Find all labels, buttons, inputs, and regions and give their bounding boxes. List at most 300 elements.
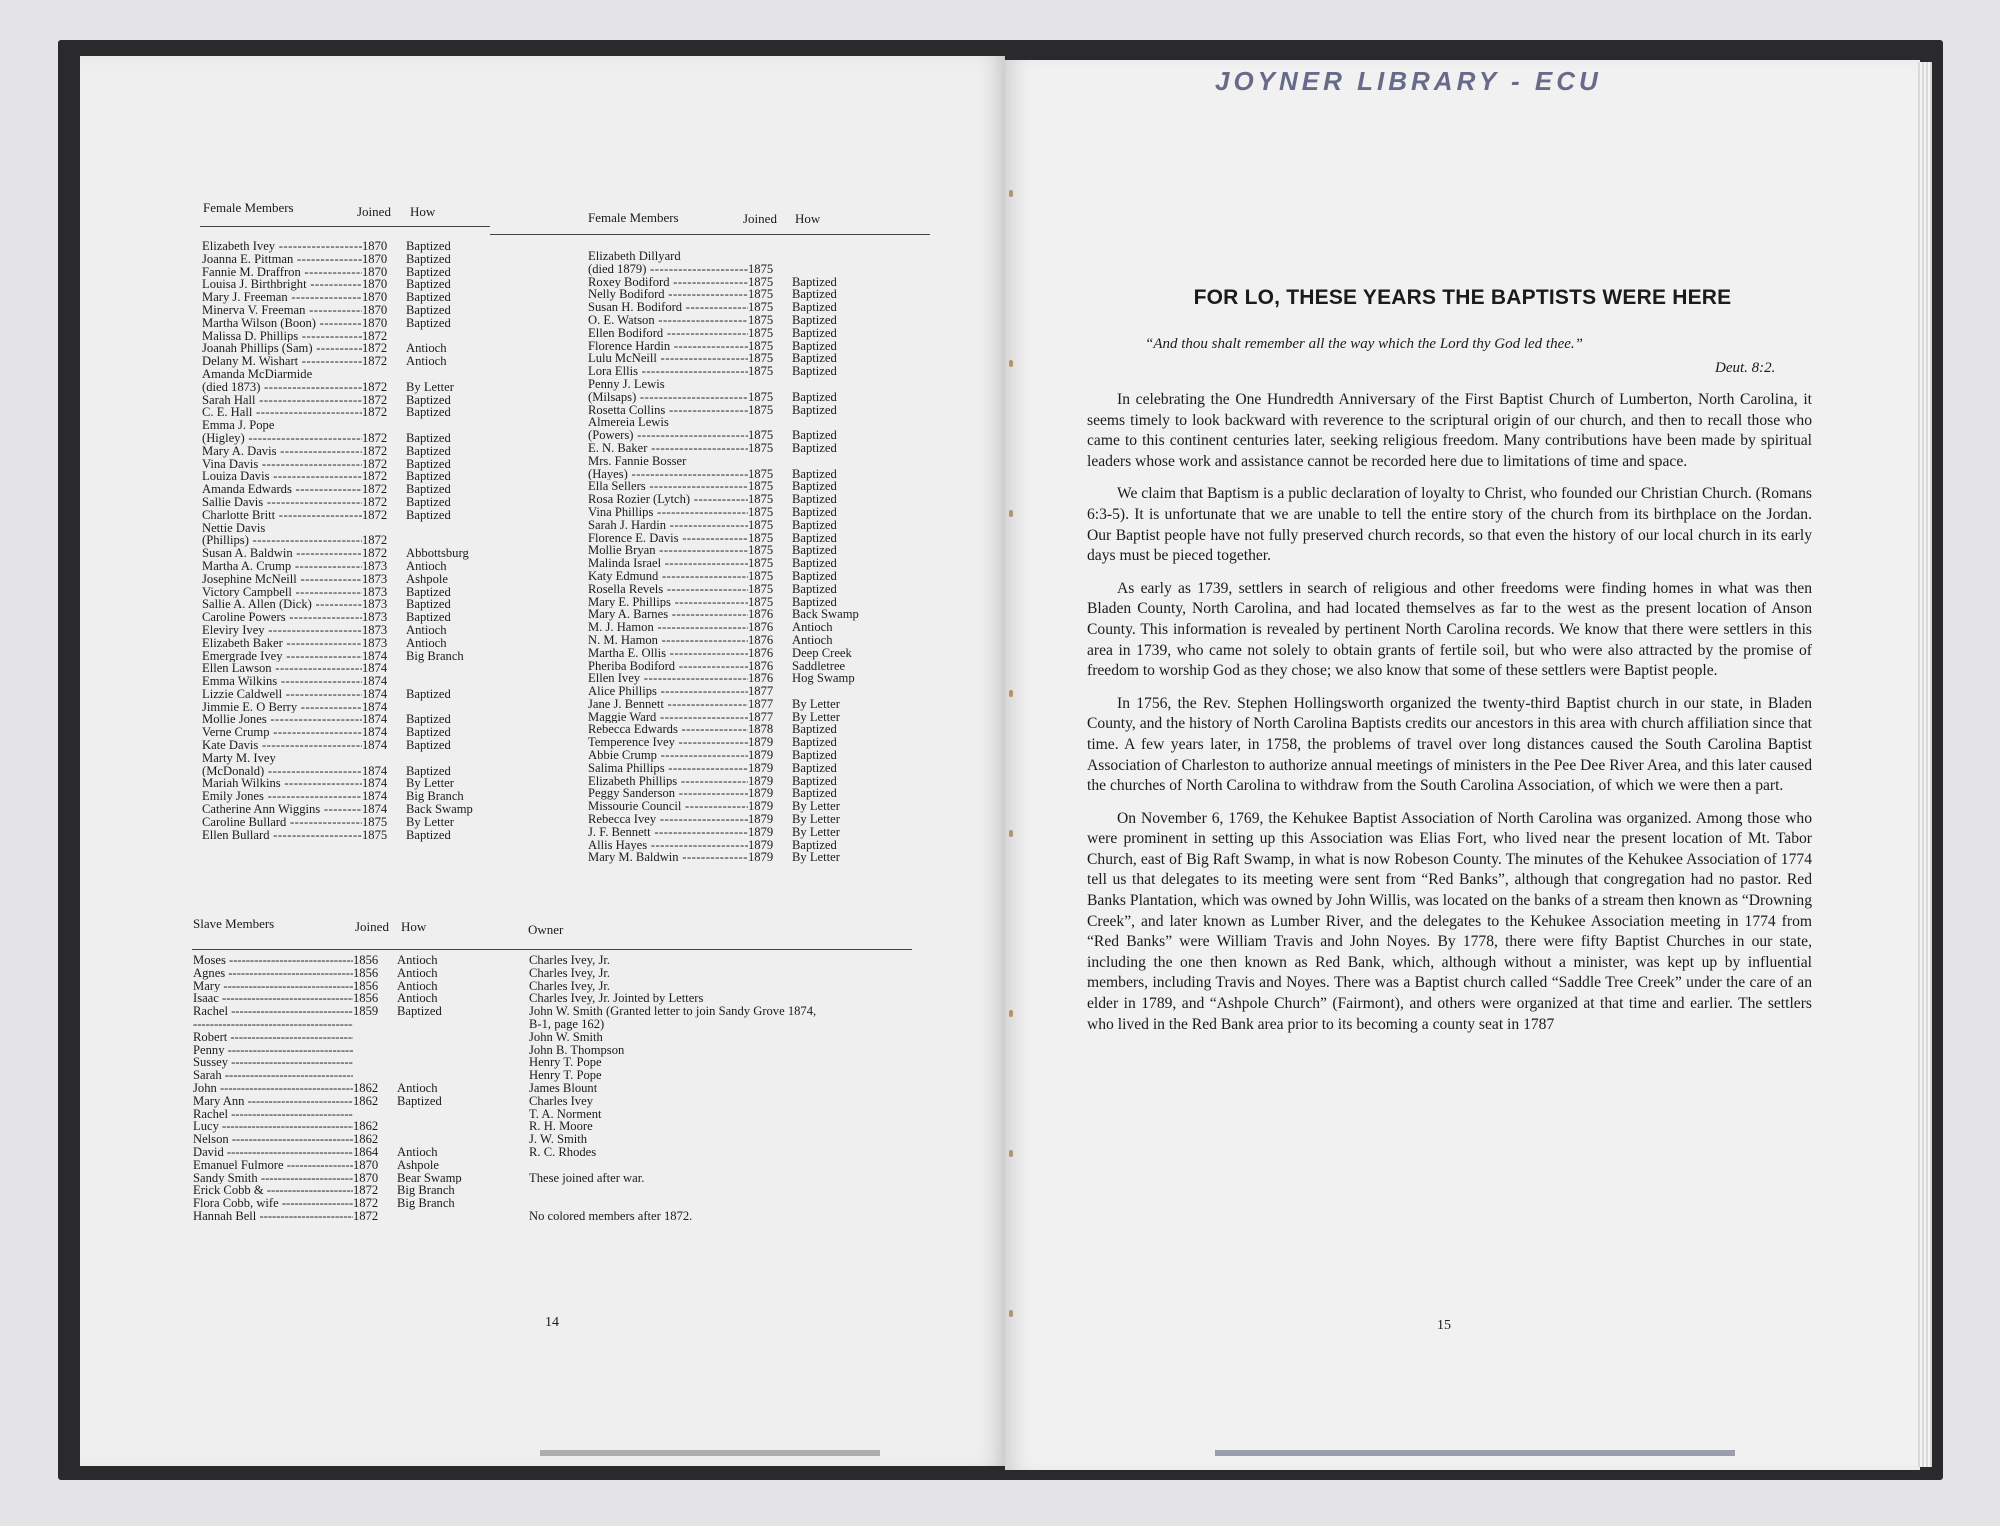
- member-row: [202, 432, 526, 445]
- paragraph: In 1756, the Rev. Stephen Hollingsworth organized the twenty-third Baptist church in our state, in Bladen County, and the history of North Carolina Baptists credits our ancestors in this area with church affiliation since that time. A few years later, in 1758, the problems of travel over long distances caused the South Carolina Baptist Association of Charleston to authorize annual meetings of ministers in the Pee Dee River Area, and this later caused the churches of North Carolina to withdraw from the South Carolina Association, of which we were then a part.: [1087, 694, 1812, 795]
- member-row: [202, 317, 526, 330]
- cell-how: Baptized: [397, 1094, 442, 1108]
- cell-how: [397, 1069, 529, 1082]
- cell-name: Amanda McDiarmide: [202, 367, 313, 381]
- cell-name: Jane J. Bennett -----: [588, 698, 748, 711]
- member-row: [588, 762, 912, 775]
- member-row: [202, 829, 526, 842]
- cell-year: 1862: [353, 1080, 379, 1095]
- cell-year: 1879: [748, 760, 774, 775]
- binding-hole: [1009, 830, 1013, 837]
- cell-name: Florence E. Davis -----: [588, 532, 748, 545]
- cell-year: [353, 1018, 397, 1031]
- cell-year: 1856: [353, 978, 379, 993]
- cell-name: Rosetta Collins -----: [588, 404, 748, 417]
- cell-how: [397, 1031, 529, 1044]
- cell-year: 1879: [748, 812, 774, 827]
- slave-table-header-how: How: [401, 919, 427, 934]
- page-title: FOR LO, THESE YEARS THE BAPTISTS WERE HERE: [1193, 286, 1732, 309]
- cell-year: 1876: [748, 632, 774, 647]
- cell-year: 1874: [362, 661, 388, 676]
- cell-how: Baptized: [792, 428, 837, 443]
- cell-how: [397, 1018, 529, 1031]
- cell-name: Agnes -----: [193, 967, 353, 980]
- slave-table: [193, 954, 816, 1223]
- cell-how: Baptized: [406, 251, 451, 266]
- cell-how: Back Swamp: [406, 802, 473, 817]
- cell-name: Emma Wilkins -----: [202, 675, 362, 688]
- cell-year: 1875: [748, 479, 774, 494]
- cell-year: 1870: [362, 302, 388, 317]
- cell-name: Penny J. Lewis: [588, 377, 665, 391]
- cell-year: 1874: [362, 725, 388, 740]
- cell-how: Baptized: [406, 469, 451, 484]
- cell-how: Baptized: [792, 735, 837, 750]
- header-rule: [200, 226, 490, 227]
- slave-row: [193, 1018, 816, 1031]
- cell-year: 1875: [362, 814, 388, 829]
- slave-row: [193, 1120, 816, 1133]
- member-row: [202, 355, 526, 368]
- cell-name: Mollie Jones -----: [202, 713, 362, 726]
- cell-name: Joanna E. Pittman -----: [202, 253, 362, 266]
- cell-year: 1872: [362, 443, 388, 458]
- member-row: [588, 570, 912, 583]
- cell-year: 1856: [353, 991, 379, 1006]
- member-row: [588, 442, 912, 455]
- cell-how: Baptized: [792, 530, 837, 545]
- cell-name: Lizzie Caldwell -----: [202, 688, 362, 701]
- cell-name: (Higley) -----: [202, 432, 362, 445]
- cell-how: By Letter: [792, 812, 840, 827]
- cell-how: Antioch: [406, 341, 447, 356]
- binding-hole: [1009, 190, 1013, 197]
- member-row: [202, 240, 526, 253]
- cell-year: 1877: [748, 684, 774, 699]
- cell-how: Baptized: [792, 364, 837, 379]
- cell-how: Baptized: [792, 594, 837, 609]
- cell-year: [748, 250, 792, 263]
- cell-name: Malissa D. Phillips -----: [202, 330, 362, 343]
- member-row: [202, 560, 526, 573]
- cell-how: Saddletree: [792, 658, 846, 673]
- cell-name: Rosella Revels -----: [588, 583, 748, 596]
- cell-how: Baptized: [406, 738, 451, 753]
- female-table-2-header-how: How: [795, 211, 821, 226]
- cell-how: Antioch: [397, 992, 438, 1006]
- member-row: [202, 675, 526, 688]
- cell-year: [353, 1044, 397, 1057]
- page-edge-marking: [540, 1450, 880, 1456]
- cell-how: Antioch: [397, 1081, 438, 1095]
- cell-how: Big Branch: [406, 648, 464, 663]
- cell-how: [397, 1210, 529, 1223]
- cell-year: 1870: [362, 264, 388, 279]
- cell-year: 1877: [748, 709, 774, 724]
- cell-year: 1872: [362, 430, 388, 445]
- member-row: [588, 506, 912, 519]
- cell-owner: Charles Ivey, Jr.: [529, 978, 611, 993]
- cell-how: Baptized: [792, 748, 837, 763]
- cell-how: Baptized: [406, 277, 451, 292]
- cell-name: Mrs. Fannie Bosser: [588, 454, 687, 468]
- cell-name: (Milsaps) -----: [588, 391, 748, 404]
- cell-year: 1874: [362, 776, 388, 791]
- cell-name: Minerva V. Freeman -----: [202, 304, 362, 317]
- cell-year: 1870: [362, 251, 388, 266]
- cell-year: 1874: [362, 648, 388, 663]
- left-page: [80, 56, 1005, 1466]
- cell-how: Baptized: [406, 430, 451, 445]
- cell-name: Ellen Bodiford -----: [588, 327, 748, 340]
- cell-year: 1874: [362, 789, 388, 804]
- cell-name: Elizabeth Dillyard: [588, 250, 681, 263]
- cell-how: Antioch: [406, 354, 447, 369]
- slave-row: [193, 1146, 816, 1159]
- cell-year: 1873: [362, 635, 388, 650]
- cell-name: Maggie Ward -----: [588, 711, 748, 724]
- cell-name: Mollie Bryan -----: [588, 544, 748, 557]
- cell-name: (Hayes) -----: [588, 468, 748, 481]
- member-row: [202, 547, 526, 560]
- cell-owner: R. H. Moore: [529, 1119, 593, 1134]
- slave-row: [193, 1095, 816, 1108]
- cell-year: 1856: [353, 953, 379, 967]
- cell-name: Emma J. Pope: [202, 419, 275, 432]
- cell-year: 1879: [748, 748, 774, 763]
- cell-how: Baptized: [406, 494, 451, 509]
- slave-row: [193, 1082, 816, 1095]
- cell-name: Emergrade Ivey -----: [202, 650, 362, 663]
- cell-name: Lucy -----: [193, 1120, 353, 1133]
- cell-how: Antioch: [397, 979, 438, 993]
- cell-how: Baptized: [406, 827, 451, 842]
- cell-year: 1875: [748, 300, 774, 315]
- member-row: [202, 509, 526, 522]
- cell-year: 1859: [353, 1004, 379, 1019]
- cell-name: Mary M. Baldwin -----: [588, 851, 748, 864]
- cell-name: Florence Hardin -----: [588, 340, 748, 353]
- slave-table-header-name: Slave Members: [193, 916, 275, 931]
- cell-name: Abbie Crump -----: [588, 749, 748, 762]
- paragraph: On November 6, 1769, the Kehukee Baptist Association of North Carolina was organized. Among those who were prominent in setting up this Association was Elias Fort, who lived near the present location of Mt. Tabor Church, east of Big Raft Swamp, in what is now Robeson County. The minutes of the Kehukee Association of 1774 tell us that delegates to its meeting were sent from “Red Banks”, although that congregation had no pastor. Red Banks Plantation, which was owned by John Willis, was located on the banks of a stream then known as “Drowning Creek”, and later known as Lumber River, and the delegates to the Kehukee Association meeting in 1774 from “Red Banks” were William Travis and John Noyes. By 1778, there were fifty Baptist Churches in our state, including the one then known as Red Bank, which, although without a minister, was kept up by influential members, including Travis and Noyes. There was a Baptist church called “Saddle Tree Creek” under the care of an elder in 1789, and “Ashpole Church” (Fairmont), and others were organized at that time and earlier. The settlers who lived in the Red Bank area prior to its becoming a county seat in 1787: [1087, 809, 1812, 1033]
- cell-how: By Letter: [792, 709, 840, 724]
- member-row: [588, 250, 912, 263]
- cell-year: [353, 1056, 397, 1069]
- cell-owner: John B. Thompson: [529, 1042, 625, 1057]
- cell-year: 1876: [748, 620, 774, 635]
- cell-how: Baptized: [406, 264, 451, 279]
- member-row: [588, 685, 912, 698]
- cell-name: Rebecca Ivey -----: [588, 813, 748, 826]
- cell-how: [397, 1056, 529, 1069]
- cell-how: By Letter: [792, 824, 840, 839]
- member-row: [588, 455, 912, 468]
- cell-year: 1875: [748, 428, 774, 443]
- cell-name: Louisa J. Birthbright -----: [202, 278, 362, 291]
- slave-row: [193, 1031, 816, 1044]
- cell-how: Baptized: [792, 837, 837, 852]
- binding-hole: [1009, 1010, 1013, 1017]
- cell-year: 1870: [362, 277, 388, 292]
- cell-how: Antioch: [406, 558, 447, 573]
- cell-year: 1874: [362, 686, 388, 701]
- cell-name: Rachel -----: [193, 1108, 353, 1121]
- member-row: [202, 368, 526, 381]
- cell-how: Baptized: [406, 405, 451, 420]
- cell-how: Baptized: [792, 466, 837, 481]
- binding-hole: [1009, 690, 1013, 697]
- cell-name: Lulu McNeill -----: [588, 352, 748, 365]
- cell-name: J. F. Bennett -----: [588, 826, 748, 839]
- cell-name: Flora Cobb, wife -----: [193, 1197, 353, 1210]
- cell-name: N. M. Hamon -----: [588, 634, 748, 647]
- cell-year: 1872: [362, 405, 388, 420]
- cell-name: Peggy Sanderson -----: [588, 787, 748, 800]
- cell-how: Baptized: [792, 786, 837, 801]
- member-row: [588, 698, 912, 711]
- member-row: [202, 739, 526, 752]
- slave-row: [193, 1133, 816, 1146]
- page-number: 14: [545, 1315, 559, 1330]
- cell-owner: R. C. Rhodes: [529, 1144, 597, 1159]
- cell-year: 1875: [748, 594, 774, 609]
- cell-year: 1872: [353, 1183, 379, 1198]
- cell-owner: John W. Smith (Granted letter to join Sandy Grove 1874,: [529, 1004, 817, 1019]
- paragraph: In celebrating the One Hundredth Anniversary of the First Baptist Church of Lumberton, North Carolina, it seems timely to look backward with reverence to the scriptural origin of our church, and then to recall those who came to this continent centuries later, seeking religious freedom. Many contributions have been made by spiritual leaders whose work and assistance cannot be recorded here due to limitations of time and space.: [1087, 391, 1812, 470]
- cell-year: 1875: [748, 287, 774, 302]
- cell-name: Marty M. Ivey: [202, 751, 276, 765]
- paragraph: We claim that Baptism is a public declaration of loyalty to Christ, who founded our Christian Church. (Romans 6:3-5). It is unfortunate that we are unable to tell the entire story of the church from its birthplace on the Jordan. Our Baptist people have not fully preserved church records, so that even the history of our local church in its early days must be pieced together.: [1087, 485, 1812, 565]
- cell-how: By Letter: [792, 850, 840, 865]
- page-number: 15: [1437, 1318, 1451, 1333]
- cell-name: Allis Hayes -----: [588, 839, 748, 852]
- cell-name: M. J. Hamon -----: [588, 621, 748, 634]
- cell-owner: Charles Ivey, Jr.: [529, 953, 611, 967]
- cell-name: John -----: [193, 1082, 353, 1095]
- cell-year: 1872: [362, 354, 388, 369]
- cell-year: 1875: [748, 581, 774, 596]
- member-row: [588, 826, 912, 839]
- cell-name: David -----: [193, 1146, 353, 1159]
- cell-name: Charlotte Britt -----: [202, 509, 362, 522]
- member-row: [588, 557, 912, 570]
- cell-how: Baptized: [792, 300, 837, 315]
- member-row: [202, 496, 526, 509]
- cell-year: 1878: [748, 722, 774, 737]
- cell-year: 1875: [748, 530, 774, 545]
- cell-year: 1873: [362, 610, 388, 625]
- cell-owner: Charles Ivey, Jr. Jointed by Letters: [529, 991, 704, 1006]
- cell-how: [406, 368, 526, 381]
- cell-name: Sussey -----: [193, 1056, 353, 1069]
- epigraph: “And thou shalt remember all the way which the Lord thy God led thee.”: [1145, 336, 1584, 352]
- cell-how: Baptized: [792, 556, 837, 571]
- cell-how: [792, 250, 912, 263]
- cell-how: Baptized: [792, 402, 837, 417]
- cell-year: 1879: [748, 786, 774, 801]
- cell-name: Mariah Wilkins -----: [202, 777, 362, 790]
- member-row: [588, 621, 912, 634]
- cell-year: 1872: [362, 469, 388, 484]
- cell-owner: Henry T. Pope: [529, 1068, 602, 1083]
- slave-row: [193, 967, 816, 980]
- cell-how: Baptized: [406, 456, 451, 471]
- cell-name: Sallie Davis -----: [202, 496, 362, 509]
- cell-year: 1875: [748, 556, 774, 571]
- cell-how: Baptized: [406, 315, 451, 330]
- cell-how: Big Branch: [406, 789, 464, 804]
- cell-year: 1879: [748, 824, 774, 839]
- cell-name: Missourie Council -----: [588, 800, 748, 813]
- cell-year: 1870: [353, 1170, 379, 1185]
- cell-owner: Charles Ivey, Jr.: [529, 965, 611, 980]
- cell-year: 1872: [362, 392, 388, 407]
- cell-name: Alice Phillips -----: [588, 685, 748, 698]
- female-table-2-header-joined: Joined: [743, 211, 777, 226]
- cell-name: Nelson -----: [193, 1133, 353, 1146]
- cell-how: Ashpole: [406, 571, 448, 586]
- slave-row: [193, 1184, 816, 1197]
- cell-owner: Charles Ivey: [529, 1093, 593, 1108]
- header-rule: [490, 234, 930, 235]
- cell-year: 1873: [362, 558, 388, 573]
- cell-name: Elizabeth Ivey -----: [202, 240, 362, 253]
- cell-owner: These joined after war.: [529, 1170, 645, 1185]
- cell-name: Mary -----: [193, 980, 353, 993]
- cell-how: [406, 675, 526, 688]
- cell-year: 1862: [353, 1119, 379, 1134]
- member-row: [202, 624, 526, 637]
- cell-how: Antioch: [397, 1145, 438, 1159]
- cell-name: Delany M. Wishart -----: [202, 355, 362, 368]
- cell-how: Baptized: [406, 482, 451, 497]
- slave-row: [193, 1210, 816, 1223]
- cell-how: By Letter: [792, 696, 840, 711]
- slave-row: [193, 1108, 816, 1121]
- member-row: [588, 391, 912, 404]
- cell-year: 1872: [362, 456, 388, 471]
- cell-year: 1873: [362, 571, 388, 586]
- cell-owner: B-1, page 162): [529, 1016, 605, 1031]
- cell-year: 1872: [362, 494, 388, 509]
- member-row: [202, 381, 526, 394]
- cell-name: Josephine McNeill -----: [202, 573, 362, 586]
- cell-year: 1879: [748, 837, 774, 852]
- cell-year: 1876: [748, 671, 774, 686]
- cell-how: Baptized: [406, 392, 451, 407]
- member-row: [588, 519, 912, 532]
- cell-how: Baptized: [406, 584, 451, 599]
- page-edges: [1918, 62, 1932, 1467]
- cell-how: Big Branch: [397, 1184, 455, 1198]
- right-page: [1005, 60, 1920, 1470]
- member-row: [202, 752, 526, 765]
- member-row: [588, 365, 912, 378]
- cell-year: 1879: [748, 773, 774, 788]
- cell-name: Malinda Israel -----: [588, 557, 748, 570]
- cell-how: Baptized: [792, 325, 837, 340]
- cell-name: Nettie Davis: [202, 521, 266, 535]
- cell-name: Moses -----: [193, 954, 353, 967]
- cell-how: [397, 1108, 529, 1121]
- slave-row: [193, 1069, 816, 1082]
- cell-name: Verne Crump -----: [202, 726, 362, 739]
- member-row: [588, 404, 912, 417]
- cell-how: [792, 378, 912, 391]
- cell-year: 1875: [748, 325, 774, 340]
- cell-name: Sandy Smith -----: [193, 1172, 353, 1185]
- slave-table-header-joined: Joined: [355, 919, 389, 934]
- binding-hole: [1009, 1310, 1013, 1317]
- cell-how: Antioch: [397, 966, 438, 980]
- cell-year: 1879: [748, 799, 774, 814]
- cell-name: Victory Campbell -----: [202, 586, 362, 599]
- member-row: [588, 327, 912, 340]
- cell-year: 1872: [362, 546, 388, 561]
- page-edge-marking: [1215, 1450, 1735, 1456]
- cell-name: (Powers) -----: [588, 429, 748, 442]
- cell-name: Ella Sellers -----: [588, 480, 748, 493]
- member-row: [588, 378, 912, 391]
- cell-name: Mary A. Barnes -----: [588, 608, 748, 621]
- cell-how: Baptized: [406, 507, 451, 522]
- cell-year: [748, 455, 792, 468]
- cell-how: Baptized: [406, 443, 451, 458]
- cell-how: Antioch: [406, 635, 447, 650]
- cell-name: Emanuel Fulmore -----: [193, 1159, 353, 1172]
- cell-name: Catherine Ann Wiggins -----: [202, 803, 362, 816]
- cell-how: [792, 263, 912, 276]
- female-table-2-header-name: Female Members: [588, 210, 679, 225]
- cell-name: E. N. Baker -----: [588, 442, 748, 455]
- binding-hole: [1009, 1150, 1013, 1157]
- cell-name: Martha A. Crump -----: [202, 560, 362, 573]
- binding-hole: [1009, 360, 1013, 367]
- cell-how: [406, 662, 526, 675]
- cell-name: Joanah Phillips (Sam) -----: [202, 342, 362, 355]
- cell-name: Pheriba Bodiford -----: [588, 660, 748, 673]
- cell-name: Sarah Hall -----: [202, 394, 362, 407]
- member-row: [202, 803, 526, 816]
- cell-how: Baptized: [792, 440, 837, 455]
- cell-year: 1870: [353, 1157, 379, 1172]
- cell-year: 1862: [353, 1132, 379, 1147]
- cell-owner: T. A. Norment: [529, 1106, 602, 1121]
- cell-name: Elizabeth Baker -----: [202, 637, 362, 650]
- cell-how: Abbottsburg: [406, 546, 469, 561]
- female-table-1-header-joined: Joined: [357, 204, 391, 219]
- cell-name: (died 1873) -----: [202, 381, 362, 394]
- cell-name: C. E. Hall -----: [202, 406, 362, 419]
- cell-owner: James Blount: [529, 1080, 598, 1095]
- cell-how: Antioch: [792, 632, 833, 647]
- cell-year: [748, 378, 792, 391]
- cell-year: 1872: [362, 328, 388, 343]
- cell-year: 1876: [748, 645, 774, 660]
- cell-year: 1872: [362, 507, 388, 522]
- cell-year: 1875: [748, 543, 774, 558]
- cell-year: 1875: [748, 351, 774, 366]
- cell-year: 1872: [362, 482, 388, 497]
- cell-name: (died 1879) -----: [588, 263, 748, 276]
- cell-name: Fannie M. Draffron -----: [202, 266, 362, 279]
- cell-name: Katy Edmund -----: [588, 570, 748, 583]
- cell-how: [792, 685, 912, 698]
- member-row: [202, 637, 526, 650]
- cell-name: Ellen Lawson -----: [202, 662, 362, 675]
- cell-how: Baptized: [792, 773, 837, 788]
